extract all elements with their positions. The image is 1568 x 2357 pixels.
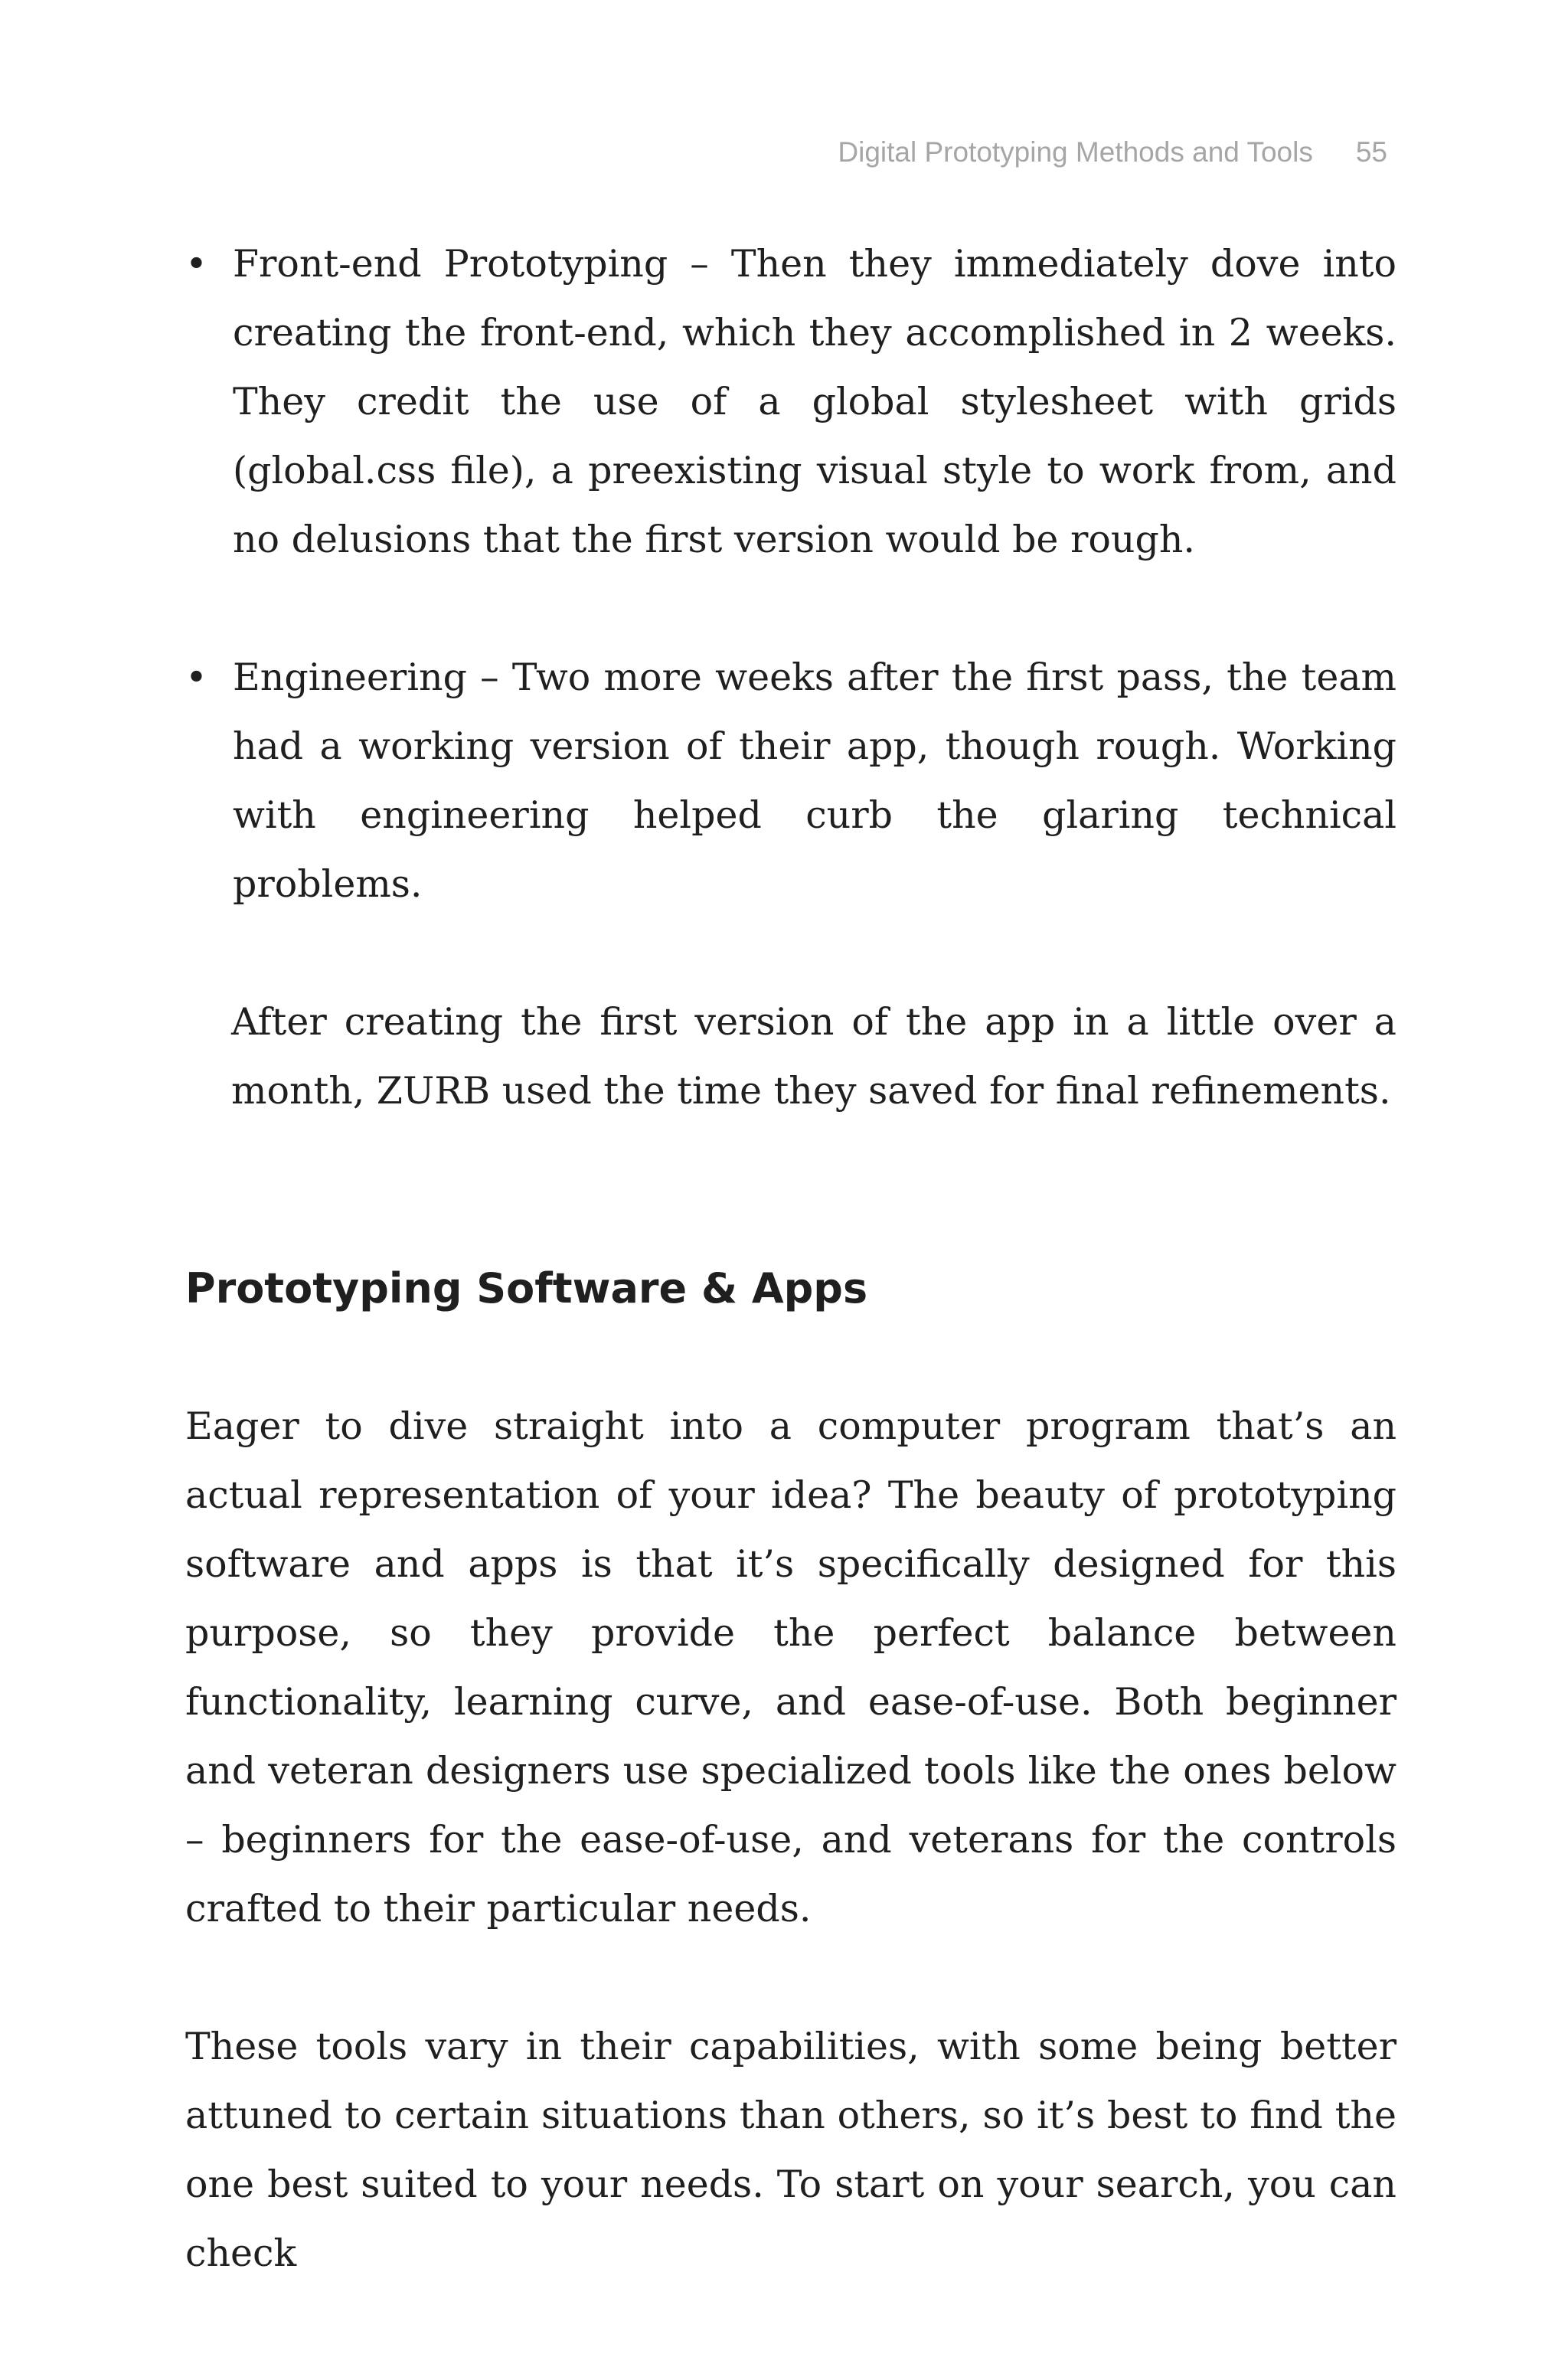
body-paragraph: Eager to dive straight into a computer program that’s an actual representation of your idea? The beauty of prototyping software and apps is that it’s specifically designed for this purpose, so they provide the perfect balance between functionality, learning curve, and ease-of-use. Both beginner and veteran designers use specialized tools like the ones below – beginners for the ease-of-use, and veterans for the controls crafted to their particular needs. — [185, 1404, 1396, 1930]
section-heading: Prototyping Software & Apps — [185, 1264, 868, 1313]
bullet-item-engineering — [185, 643, 1396, 919]
bullet-text: Front-end Prototyping – Then they immediately dove into creating the front-end, which they accomplished in 2 weeks. They credit the use of a global stylesheet with grids (global.css file), a preexisting visual style to work from, and no delusions that the first version would be rough. — [233, 242, 1396, 561]
running-title: Digital Prototyping Methods and Tools — [838, 136, 1313, 168]
page-number: 55 — [1355, 136, 1387, 168]
bullet-icon: • — [185, 242, 207, 286]
running-header — [838, 136, 1387, 168]
bullet-text: Engineering – Two more weeks after the first pass, the team had a working version of their app, though rough. Working with engineering helped curb the glaring technical problems. — [233, 655, 1396, 906]
bullet-item-front-end-prototyping — [185, 230, 1396, 574]
bullet-list — [185, 230, 1396, 919]
body-paragraph: These tools vary in their capabilities, with some being better attuned to certain situations than others, so it’s best to find the one best suited to your needs. To start on your search, you can check — [185, 2025, 1396, 2275]
bullet-icon: • — [185, 655, 207, 699]
page-content — [185, 230, 1396, 2357]
indented-paragraph: After creating the first version of the app in a little over a month, ZURB used the time they saved for final refinements. — [231, 1000, 1396, 1113]
